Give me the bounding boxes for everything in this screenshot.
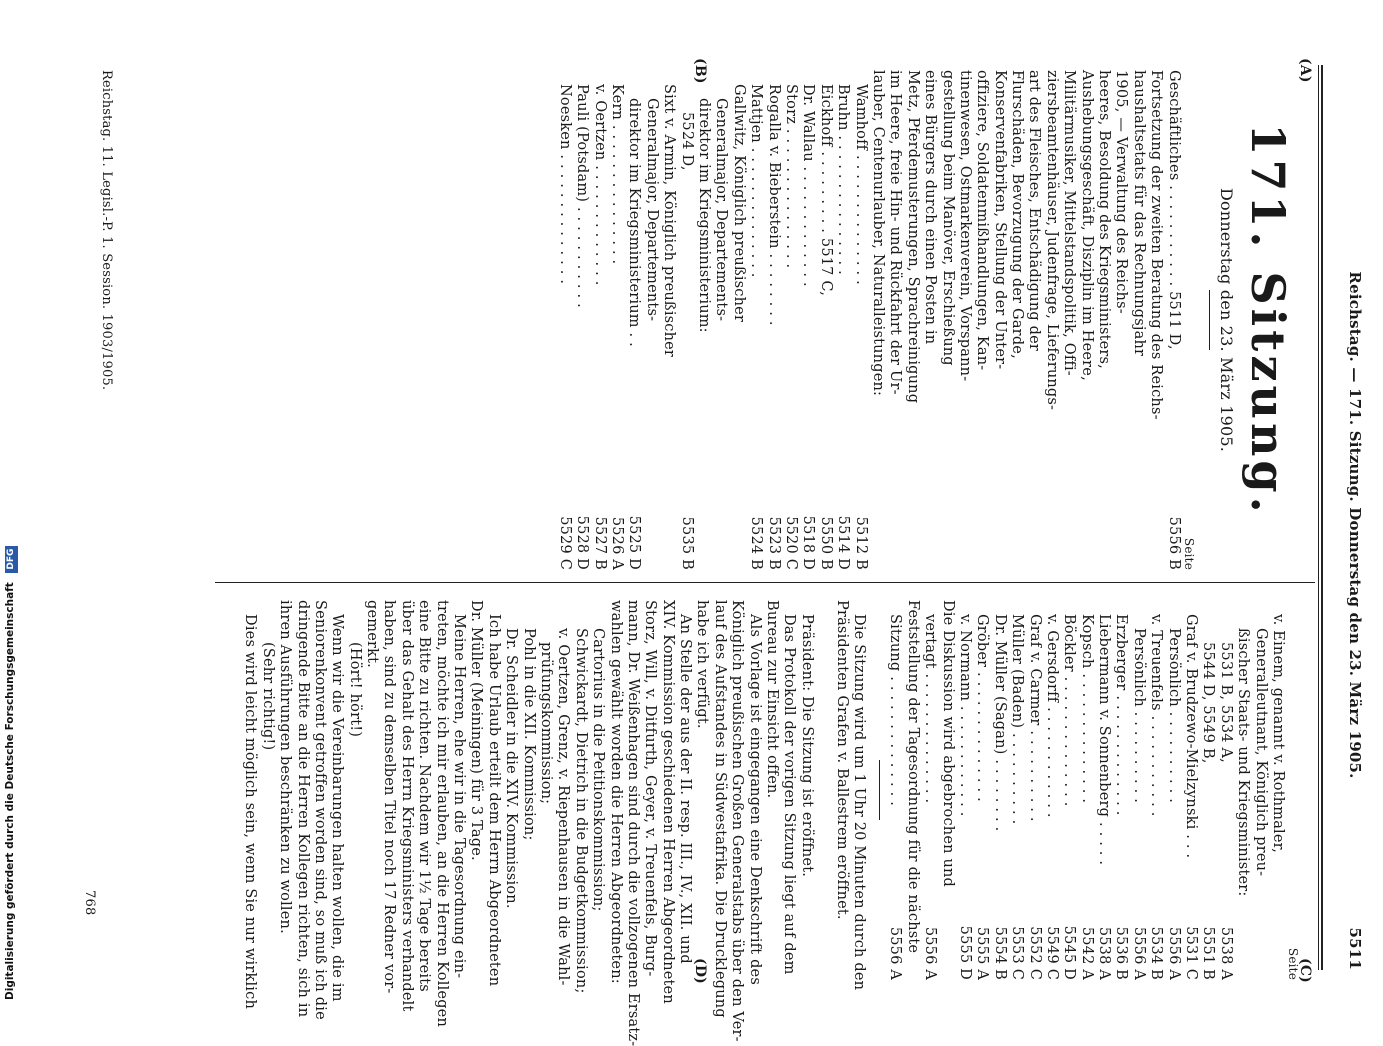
agenda-entry [1008, 600, 1025, 980]
page-reference: 5512 B [852, 516, 869, 570]
agenda-entry [747, 70, 764, 570]
footer-sheet-number: 768 [82, 890, 97, 916]
agenda-entry [729, 70, 746, 570]
page-reference: 5528 D [574, 515, 591, 570]
section-rule [879, 760, 880, 820]
entry-text: Generalmajor, Departements- [713, 98, 730, 322]
entry-text: haushaltsetats für das Rechnungsjahr [1130, 70, 1147, 357]
entry-text: gestellung beim Manöver, Erschießung [939, 70, 956, 366]
text-line [554, 600, 572, 986]
agenda-entry [1147, 600, 1164, 980]
agenda-entry [938, 70, 955, 570]
entry-text: Persönlich . . . . . . . . . . [1130, 628, 1147, 804]
page-reference: 5525 D [626, 515, 643, 570]
entry-text: v. Treuenfels . . . . . . . . . . . [1148, 614, 1165, 817]
entry-text: gemerkt. [364, 600, 381, 668]
agenda-entry [1095, 600, 1112, 980]
entry-text: prüfungskommission; [537, 642, 554, 805]
page-reference: 5531 C [1183, 926, 1200, 980]
entry-text: Gallwitz, Königlich preußischer [730, 84, 747, 323]
agenda-entry [973, 600, 990, 980]
agenda-entry [1164, 70, 1181, 570]
text-line [397, 600, 415, 1012]
entry-text: Storz, Will, v. Ditfurth, Geyer, v. Treuenfels, Burg- [642, 600, 659, 977]
entry-text: Konservenfabriken, Stellung der Unter- [991, 70, 1008, 370]
agenda-entry [956, 600, 973, 980]
agenda-entry [851, 70, 868, 570]
agenda-entry [816, 70, 833, 570]
entry-text: Noesken . . . . . . . . . . . . . . [556, 84, 573, 285]
text-line [606, 600, 624, 984]
agenda-entry [573, 70, 590, 570]
entry-text: v. Oertzen, Grenz, v. Riepenhausen in die Wahl- [555, 628, 572, 986]
entry-text: Müller (Baden) . . . . . . . . . . [1009, 614, 1026, 825]
entry-text: Persönlich . . . . . . . . . . [1165, 628, 1182, 804]
entry-text: Bureau zur Einsicht offen. [764, 600, 781, 799]
session-text [241, 600, 868, 1046]
agenda-entry [660, 70, 677, 570]
agenda-entry [1077, 70, 1094, 570]
page-reference: 5536 B [1113, 926, 1130, 980]
page-reference: 5556 A [1130, 926, 1147, 980]
agenda-entry [1129, 70, 1146, 570]
entry-text: dringende Bitte an die Herren Kollegen richten, sich in [294, 600, 311, 1018]
text-line [832, 600, 849, 980]
page-reference: 5527 B [591, 516, 608, 570]
text-line [450, 600, 467, 980]
agenda-entry [1060, 600, 1077, 980]
entry-text: wahlen gewählt worden die Herren Abgeordneten: [607, 600, 624, 984]
page-reference: 5514 D [835, 515, 852, 570]
page-reference: 5555 A [974, 926, 991, 980]
entry-text: Mattjen . . . . . . . . . . . . . . [748, 84, 765, 278]
entry-text: XIV. Kommission geschiedenen Herren Abgeordneten [659, 600, 676, 1004]
agenda-entry [1025, 600, 1042, 980]
left-column [556, 70, 1301, 570]
text-line [363, 600, 380, 980]
text-line [311, 600, 328, 1020]
entry-text: tinenwesen, Ostmarkenverein, Vorspann- [956, 70, 973, 382]
entry-text: vertagt . . . . . . . . . . . . . . [922, 614, 939, 804]
margin-mark-d: (D) [692, 958, 708, 984]
footer-legislature: Reichstag. 11. Legisl.-P. 1. Session. 1903/1905. [99, 70, 114, 391]
agenda-entry [642, 70, 659, 570]
entry-text: Dr. Scheidler in die XIV. Kommission. [503, 628, 520, 909]
agenda-entry [712, 70, 729, 570]
agenda-entry [990, 70, 1007, 570]
column-divider [215, 582, 1315, 583]
entry-text: Bruhn . . . . . . . . . . . . . . . [835, 84, 852, 275]
agenda-entry [886, 70, 903, 570]
entry-text: Die Diskussion wird abgebrochen und [939, 600, 956, 888]
entry-text: mann, Dr. Weißenhagen sind durch die vollzogenen Ersatz- [624, 600, 641, 1046]
agenda-entry [990, 600, 1007, 980]
text-line [467, 600, 484, 980]
entry-text: Geschäftliches . . . . . . . . . . . 5511 D, [1165, 70, 1182, 350]
margin-mark-c: (C) [1297, 958, 1313, 983]
title-rule [1209, 290, 1210, 350]
session-title: 171. Sitzung. [1241, 123, 1295, 517]
agenda-entry [1112, 600, 1129, 980]
text-line [380, 600, 398, 994]
page-reference: 5520 C [783, 516, 799, 570]
entry-text: Meine Herren, ehe wir in die Tagesordnung ein- [451, 614, 468, 979]
entry-text: v. Einem, genannt v. Rothmaler, [1270, 614, 1286, 854]
agenda-entry [903, 70, 920, 570]
entry-text: Präsident: Die Sitzung ist eröffnet. [798, 614, 815, 878]
entry-text: 5524 D, [678, 112, 695, 171]
agenda-entry [1147, 70, 1164, 570]
text-line [745, 600, 763, 985]
entry-text: habe ich verfügt. [694, 600, 711, 729]
agenda-entry [1234, 600, 1251, 980]
entry-text: Fortsetzung der zweiten Beratung des Reichs- [1148, 70, 1165, 420]
text-line [345, 600, 362, 980]
entry-text: Feststellung der Tagesordnung für die nächste [904, 600, 921, 954]
entry-text: ziersbeamtenhäuser, Judenfrage, Lieferungs- [1043, 70, 1060, 411]
entry-text: Präsidenten Grafen v. Ballestrem eröffnet. [833, 600, 850, 920]
text-line [693, 600, 710, 980]
entry-text: (Sehr richtig!) [259, 642, 276, 751]
session-date: Donnerstag den 23. März 1905. [1217, 187, 1236, 453]
agenda-entry [921, 70, 938, 570]
text-line [571, 600, 589, 994]
entry-text: Wenn wir die Vereinbarungen halten wollen, die im [329, 614, 346, 1002]
text-line [850, 600, 868, 991]
right-column [241, 600, 1301, 1046]
entry-text: 5531 B, 5534 A, [1217, 642, 1234, 763]
agenda-entry [625, 70, 642, 570]
entry-text: heeres, Besoldung des Kriegsministers, [1096, 70, 1113, 369]
agenda-entry [1008, 70, 1025, 570]
entry-text: Sitzung . . . . . . . . . . . . . . [887, 614, 904, 807]
entry-text: Pauli (Potsdam) . . . . . . . . . . . [574, 84, 591, 308]
agenda-entry [869, 70, 886, 570]
entry-text: eines Bürgers durch einen Posten in [922, 70, 939, 345]
entry-text: ßischer Staats- und Kriegsminister: [1235, 628, 1252, 897]
agenda-entry [1095, 70, 1112, 570]
entry-text: Ich habe Urlaub erteilt dem Herrn Abgeordneten [485, 614, 502, 987]
agenda-entry [1043, 600, 1060, 980]
agenda-entry [1216, 600, 1233, 980]
agenda-entry [1042, 70, 1059, 570]
entry-text: Dr. Müller (Meiningen) für 3 Tage. [468, 600, 485, 861]
credit-text: Digitalisierung gefördert durch die Deutsche Forschungsgemeinschaft [4, 582, 16, 1000]
agenda-list-right [886, 600, 1286, 980]
text-line [711, 600, 728, 1018]
entry-text: Graf v. Carmer . . . . . . . . . . [1026, 614, 1043, 822]
entry-text: über das Gehalt des Herrn Kriegsministers verhandelt [398, 600, 415, 1012]
text-line [293, 600, 311, 1018]
digitization-credit [4, 0, 20, 1000]
page-reference: 5552 C [1026, 926, 1043, 980]
text-line [276, 600, 293, 980]
agenda-entry [1112, 70, 1129, 570]
page-reference: 5549 C [1043, 926, 1060, 980]
page-reference: 5529 C [556, 516, 573, 570]
agenda-entry [695, 70, 712, 570]
text-line [728, 600, 746, 1042]
page-reference: 5550 B [817, 516, 834, 570]
entry-text: 5544 D, 5549 B, [1200, 642, 1217, 764]
entry-text: (Hört! hört!) [346, 642, 363, 738]
agenda-entry [1060, 70, 1077, 570]
entry-text: Pohl in die XII. Kommission; [520, 628, 537, 841]
agenda-entry [973, 70, 990, 570]
entry-text: Cartorius in die Petitionskommission; [590, 628, 607, 912]
text-line [519, 600, 536, 980]
agenda-entry [834, 70, 851, 570]
page-reference: 5518 D [800, 515, 817, 570]
entry-text: Böckler . . . . . . . . . . . . . . [1061, 614, 1078, 807]
agenda-entry [956, 70, 973, 570]
text-line [328, 600, 346, 1002]
header-rule [1321, 65, 1323, 970]
text-line [432, 600, 450, 1027]
entry-text: Flurschäden, Bevorzugung der Garde, [1009, 70, 1026, 359]
entry-text: Als Vorlage ist eingegangen eine Denkschrift des [746, 614, 763, 985]
page-reference: 5556 A [887, 926, 904, 980]
text-line [780, 600, 797, 980]
text-line [484, 600, 502, 987]
entry-text: treten, möchte ich mir erlauben, an die Herren Kollegen [433, 600, 450, 1027]
page-reference: 5538 A [1217, 926, 1234, 980]
page-reference: 5556 A [1165, 926, 1182, 980]
entry-text: art des Fleisches, Entschädigung der [1026, 70, 1043, 352]
entry-text: Aushebungsgeschäft, Disziplin im Heere, [1078, 70, 1095, 381]
page-number: 5511 [1346, 927, 1364, 970]
dfg-logo: DFG [5, 546, 18, 573]
entry-text: 1905, — Verwaltung des Reichs- [1113, 70, 1130, 314]
page-reference: 5556 B [1165, 516, 1182, 570]
entry-text: ihren Ausführungen beschränken zu wollen. [277, 600, 294, 934]
text-line [537, 600, 554, 980]
text-line [415, 600, 433, 992]
agenda-entry [764, 70, 781, 570]
entry-text: lauf des Aufstandes in Südwestafrika. Die Drucklegung [711, 600, 728, 1018]
agenda-entry [1077, 600, 1094, 980]
entry-text: Storz . . . . . . . . . . . . . . . [783, 84, 799, 269]
page-reference: 5534 B [1148, 926, 1165, 980]
entry-text: An Stelle der aus der II. resp. III., IV., XII. und [677, 614, 694, 964]
text-line [797, 600, 814, 980]
entry-text: Dr. Wallau . . . . . . . . . . . . . [800, 84, 817, 287]
entry-text: haben, sind zu demselben Titel noch 17 Redner vor- [381, 600, 398, 994]
entry-text: im Heere, freie Hin- und Rückfahrt der Ur- [887, 70, 904, 395]
agenda-entry [921, 600, 938, 980]
agenda-entry [1129, 600, 1146, 980]
agenda-entry [1164, 600, 1181, 980]
entry-text: Erzberger . . . . . . . . . . . . . [1113, 614, 1130, 816]
entry-text: offiziere, Soldatenmißhandlungen, Kan- [974, 70, 991, 371]
agenda-entry [1251, 600, 1268, 980]
header-rule-thin [1318, 65, 1319, 970]
seite-label: Seite [1181, 537, 1196, 570]
agenda-entry [782, 70, 799, 570]
text-line [658, 600, 676, 1004]
text-line [241, 600, 259, 1009]
entry-text: Militärmusiker, Mittelstandspolitik, Offi- [1061, 70, 1078, 376]
entry-text: eine Bitte zu richten. Nachdem wir 1½ Tage bereits [416, 600, 433, 992]
entry-text: Kern . . . . . . . . . . . . . . . [609, 84, 626, 265]
text-line [763, 600, 780, 980]
entry-text: Sixt v. Armin, Königlich preußischer [661, 84, 678, 358]
agenda-entry [886, 600, 903, 980]
agenda-entry [1182, 600, 1199, 980]
agenda-entry [799, 70, 816, 570]
header-title: Reichstag. — 171. Sitzung. Donnerstag den 23. März 1905. [1346, 271, 1364, 779]
seite-label-right: Seite [1286, 947, 1300, 980]
margin-mark-b: (B) [692, 58, 708, 84]
entry-text: Liebermann v. Sonnenberg . . . . . [1096, 614, 1113, 866]
entry-text: Kopsch . . . . . . . . . . . . . . [1078, 614, 1095, 804]
margin-mark-a: (A) [1297, 58, 1313, 83]
text-line [258, 600, 275, 980]
page-reference: 5538 A [1096, 926, 1113, 980]
text-line [502, 600, 519, 980]
agenda-list-left [556, 70, 1182, 570]
agenda-entry [677, 70, 694, 570]
entry-text: Dies wird leicht möglich sein, wenn Sie nur wirklich [242, 614, 259, 1009]
agenda-entry [1269, 600, 1286, 980]
entry-text: Schwickardt, Dietrich in die Budgetkommission; [572, 628, 589, 994]
entry-text: Dr. Müller (Sagan) . . . . . . . . [991, 614, 1008, 832]
entry-text: Eickhoff . . . . . . . . . 5517 C, [817, 84, 834, 297]
entry-text: Gröber . . . . . . . . . . . . . . [974, 614, 991, 802]
text-line [589, 600, 606, 980]
page-reference: 5555 D [956, 925, 973, 980]
agenda-entry [903, 600, 920, 980]
page-reference: 5553 C [1009, 926, 1026, 980]
entry-text: Seniorenkonvent getroffen worden sind, so muß ich die [311, 600, 328, 1020]
text-line [641, 600, 658, 980]
text-line [815, 600, 832, 980]
entry-text: v. Gersdorff . . . . . . . . . . . . [1043, 614, 1060, 818]
agenda-entry [938, 600, 955, 980]
agenda-entry [1199, 600, 1216, 980]
entry-text: direktor im Kriegsministerium . . [626, 98, 643, 347]
agenda-entry [1025, 70, 1042, 570]
entry-text: Rogalla v. Bieberstein . . . . . . . . [765, 84, 782, 326]
entry-text: v. Oertzen . . . . . . . . . . . . . [591, 84, 608, 286]
page-reference: 5556 A [922, 926, 939, 980]
page-reference: 5542 A [1078, 926, 1095, 980]
entry-text: v. Normann . . . . . . . . . . . . [956, 614, 973, 817]
page-reference: 5554 B [991, 926, 1008, 980]
page-reference: 5545 D [1061, 925, 1078, 980]
entry-text: Das Protokoll der vorigen Sitzung liegt auf dem [781, 614, 798, 975]
text-line [676, 600, 693, 980]
page-reference: 5535 B [678, 516, 695, 570]
entry-text: Metz, Pferdemusterungen, Sprachreinigung [904, 70, 921, 404]
entry-text: Wamhoff . . . . . . . . . . . . . . [852, 84, 869, 285]
entry-text: lauber, Centenurlauber, Naturalleistungen: [869, 70, 886, 397]
entry-text: Generalleutnant, Königlich preu- [1252, 628, 1269, 877]
page-reference: 5526 A [609, 516, 626, 570]
entry-text: Die Sitzung wird um 1 Uhr 20 Minuten durch den [851, 614, 868, 991]
text-line [624, 600, 641, 1046]
page-reference: 5523 B [765, 516, 782, 570]
entry-text: Graf v. Brudzewo-Mielzynski . . . [1183, 614, 1200, 859]
entry-text: Königlich preußischen Großen Generalstabs über den Ver- [729, 600, 746, 1042]
page-header [1331, 80, 1371, 970]
agenda-entry [556, 70, 573, 570]
page-reference: 5551 B [1200, 926, 1217, 980]
agenda-entry [590, 70, 607, 570]
entry-text: direktor im Kriegsministerium: [696, 98, 713, 333]
entry-text: Generalmajor, Departements- [643, 98, 660, 322]
agenda-entry [608, 70, 625, 570]
page-reference: 5524 B [748, 516, 765, 570]
